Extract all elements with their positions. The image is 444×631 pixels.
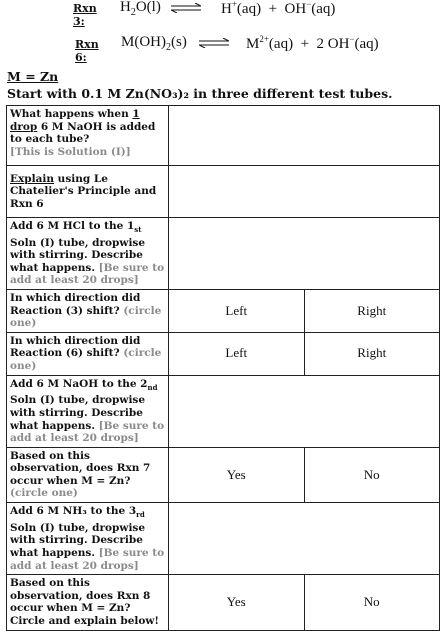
question-cell: Add 6 M NH₃ to the $3_{rd}$ Soln (I) tube, dropwise with stirring. Describe what happens. [Be sure to add at least 20 drops] [7,503,169,575]
table-row [7,375,440,447]
option-right[interactable]: No [304,447,440,502]
table-row [7,290,440,333]
answer-cell[interactable] [169,375,440,447]
equilibrium-arrow-icon [171,3,201,13]
answer-cell[interactable] [169,166,440,218]
option-left[interactable]: Yes [169,575,305,630]
question-cell: Explain using Le Chatelier's Principle and Rxn 6 [7,166,169,218]
question-cell: Add 6 M NaOH to the $2_{nd}$ Soln (I) tube, dropwise with stirring. Describe what happens. [Be sure to add at least 20 drops] [7,375,169,447]
reaction-3-reactants: $H_2O(l)$ [120,0,161,18]
question-cell: In which direction did Reaction (3) shift? (circle one) [7,290,169,333]
table-row [7,447,440,502]
table-row [7,575,440,630]
question-cell: In which direction did Reaction (6) shift? (circle one) [7,332,169,375]
question-cell: What happens when 1 drop 6 M NaOH is added to each tube? [This is Solution (I)] [7,106,169,166]
metal-line: M = Zn [7,69,59,84]
question-cell: Add 6 M HCl to the $1_{st}$ Soln (I) tube, dropwise with stirring. Describe what happens. [Be sure to add at least 20 drops] [7,218,169,290]
worksheet-table [6,105,440,631]
option-right[interactable]: Right [304,290,440,333]
table-row [7,332,440,375]
answer-cell[interactable] [169,106,440,166]
table-row [7,166,440,218]
equilibrium-arrow-icon [199,38,229,48]
start-line: Start with 0.1 M Zn(NO₃)₂ in three different test tubes. [7,86,393,101]
answer-cell[interactable] [169,503,440,575]
option-right[interactable]: Right [304,332,440,375]
table-row [7,218,440,290]
reaction-6-reactants: $M(OH)_2(s)$ [121,34,187,53]
question-cell: Based on this observation, does Rxn 7 occur when M = Zn? (circle one) [7,447,169,502]
reaction-6-label: Rxn 6: [75,38,99,64]
answer-cell[interactable] [169,218,440,290]
reaction-3-products: H+(aq) + OH−(aq) [221,0,336,17]
option-left[interactable]: Yes [169,447,305,502]
reaction-3-label: Rxn 3: [73,2,97,28]
table-row [7,106,440,166]
option-left[interactable]: Left [169,332,305,375]
option-left[interactable]: Left [169,290,305,333]
table-row [7,503,440,575]
reaction-6-products: $M^{2+}(aq) + 2$ OH−(aq) [246,34,379,52]
question-cell: Based on this observation, does Rxn 8 occur when M = Zn? Circle and explain below! [7,575,169,630]
option-right[interactable]: No [304,575,440,630]
